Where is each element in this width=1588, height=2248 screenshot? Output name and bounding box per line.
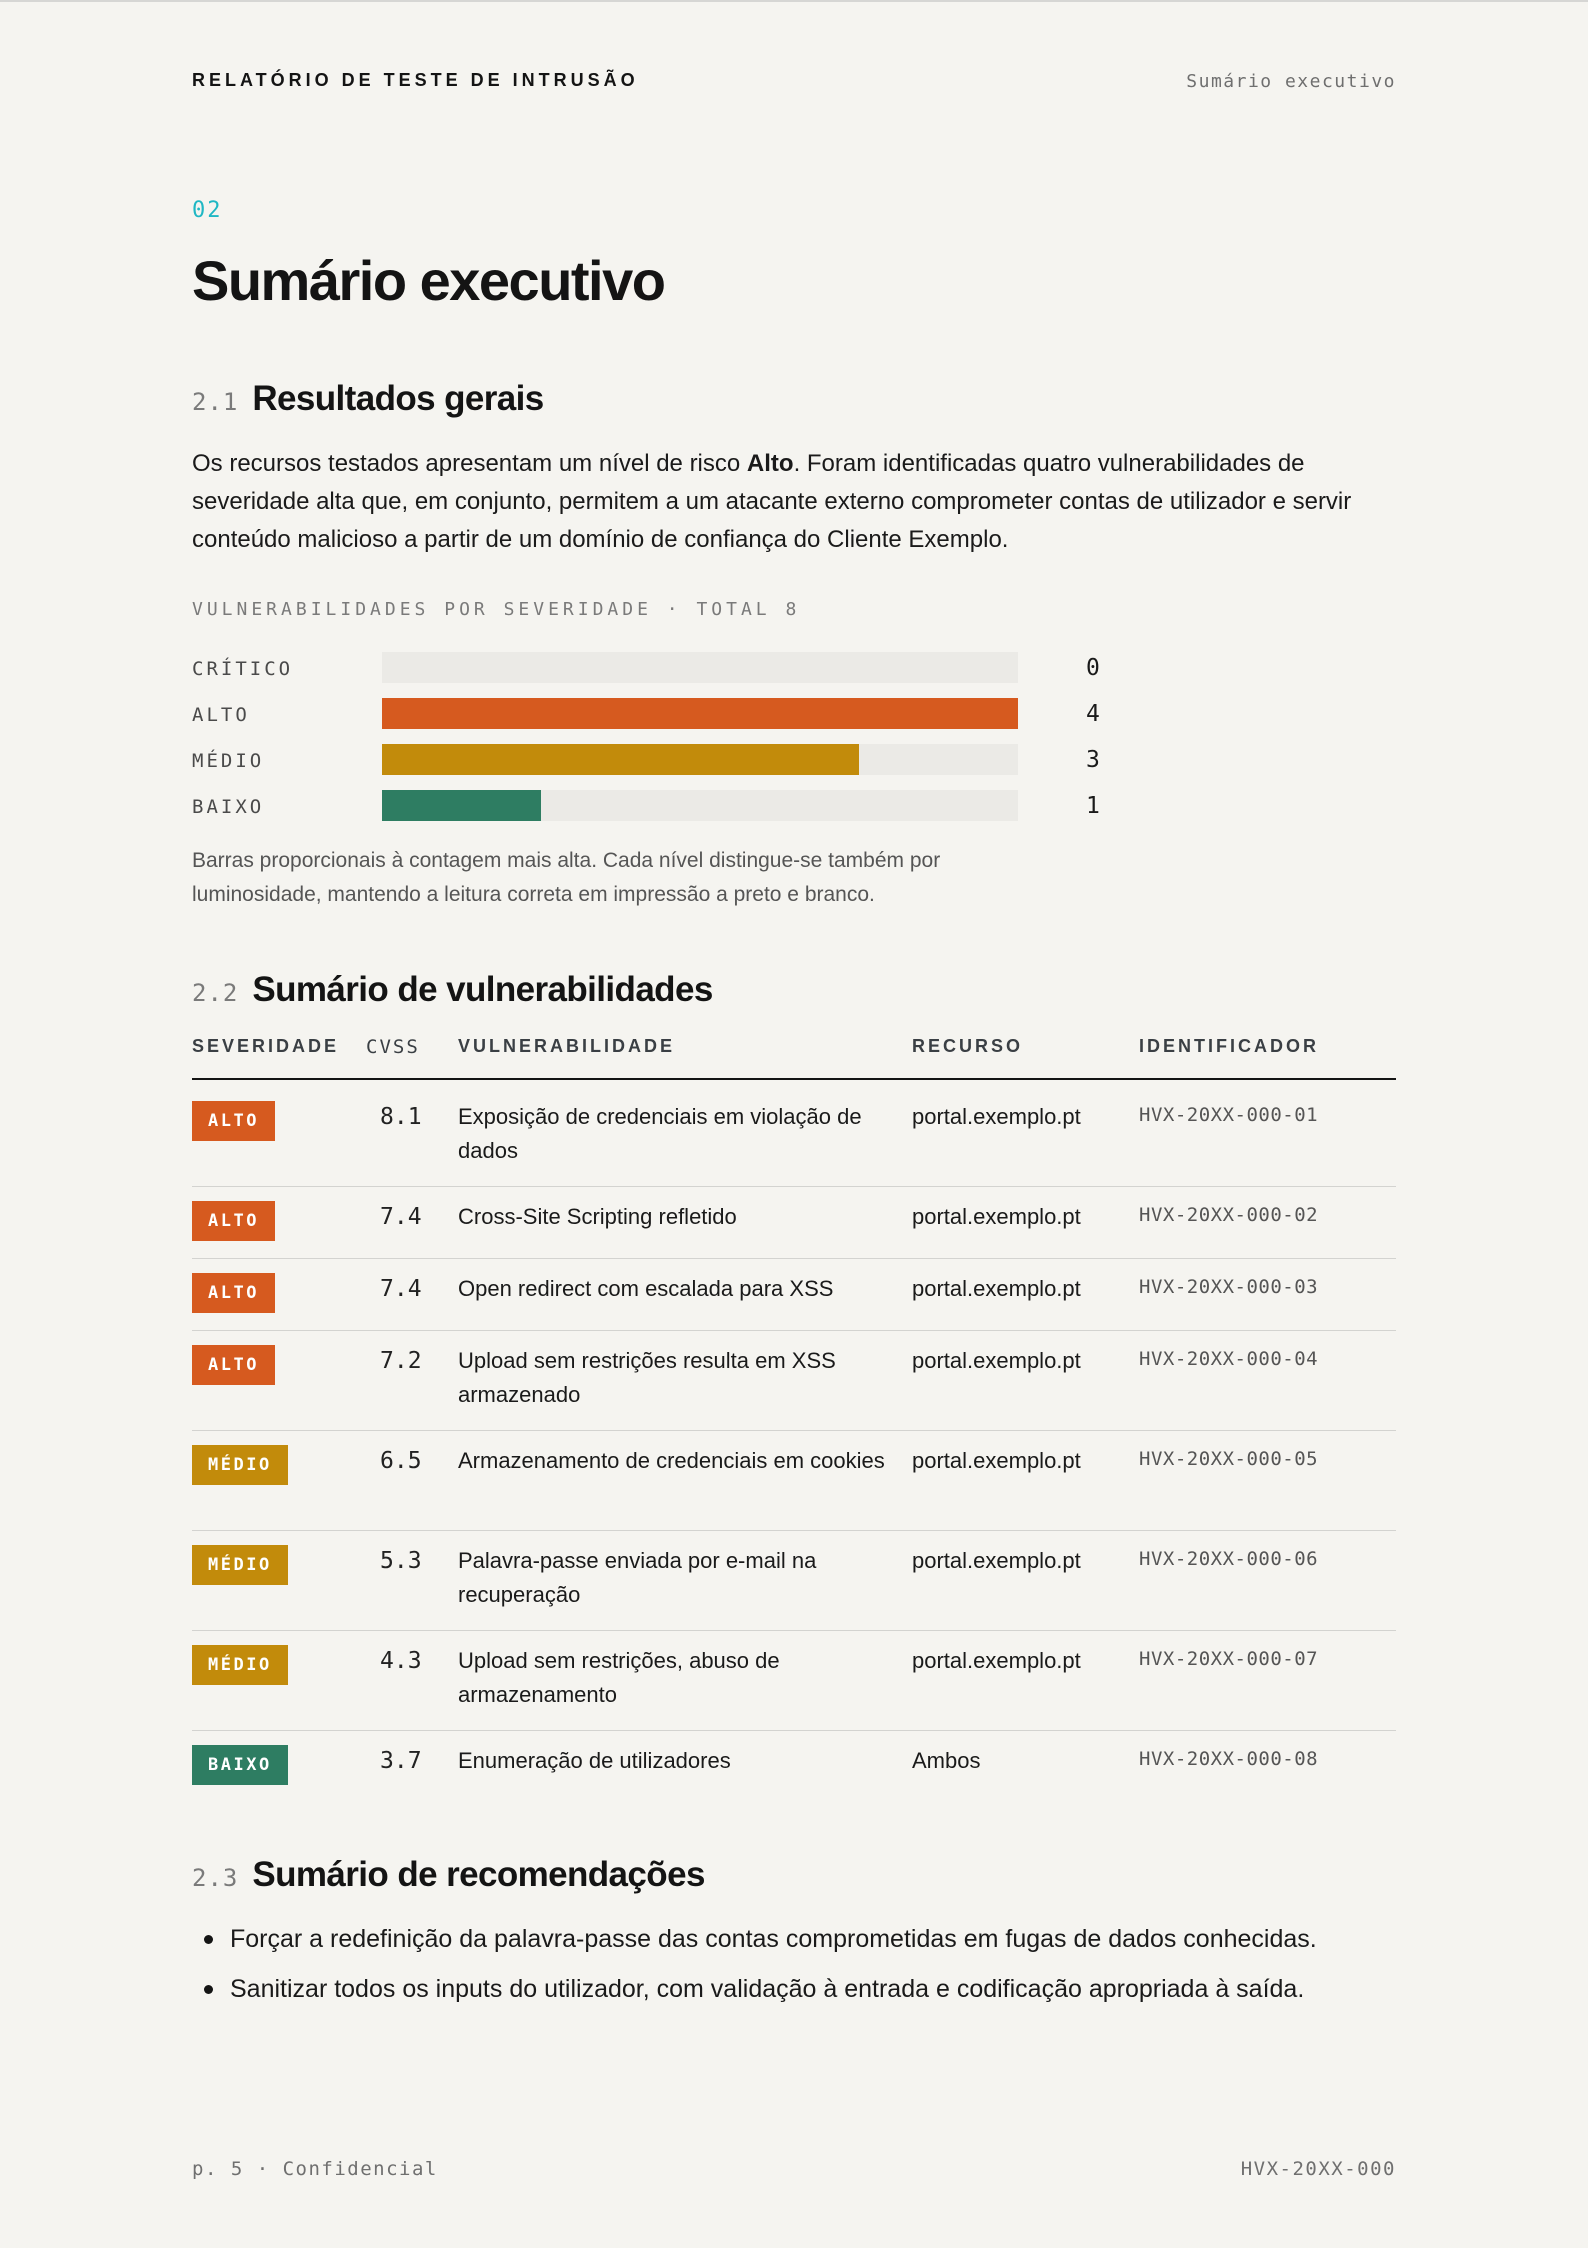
table-row <box>192 1086 1396 1187</box>
list-item <box>192 1914 1402 1964</box>
report-title: RELATÓRIO DE TESTE DE INTRUSÃO <box>192 70 639 90</box>
section-heading-recommendations <box>192 1853 705 1900</box>
report-page <box>192 2 1396 2248</box>
vulnerability-name: Upload sem restrições, abuso de armazenamento <box>458 1648 780 1707</box>
resource-name: portal.exemplo.pt <box>912 1448 1081 1473</box>
vulnerability-id: HVX-20XX-000-01 <box>1139 1104 1319 1126</box>
bar <box>382 698 1018 729</box>
severity-badge: ALTO <box>192 1201 275 1241</box>
bar-row <box>192 744 1152 776</box>
resource-name: portal.exemplo.pt <box>912 1348 1081 1373</box>
footer-document-id: HVX-20XX-000 <box>1240 2158 1396 2180</box>
bar-row <box>192 790 1152 822</box>
vulnerability-id: HVX-20XX-000-06 <box>1139 1548 1319 1570</box>
intro-text-continued: . Foram identificadas quatro vulnerabilidades de severidade alta que, em conjunto, permitem a um atacante externo comprometer contas de utilizador e servir conteúdo malicioso a partir de um domínio de confiança do Cliente Exemplo. <box>192 450 1352 553</box>
list-item <box>192 1964 1402 2014</box>
vulnerability-id: HVX-20XX-000-03 <box>1139 1276 1319 1298</box>
section-title: Sumário de vulnerabilidades <box>252 970 713 1009</box>
cvss-score: 7.4 <box>380 1276 422 1302</box>
vulnerability-id: HVX-20XX-000-05 <box>1139 1448 1319 1470</box>
header-rule <box>192 1078 1396 1080</box>
vulnerability-id: HVX-20XX-000-04 <box>1139 1348 1319 1370</box>
section-number: 2.2 <box>192 979 239 1007</box>
footer-page-label: p. 5 · Confidencial <box>192 2158 438 2180</box>
running-header <box>192 68 1396 98</box>
severity-badge: ALTO <box>192 1345 275 1385</box>
bar-value-label: 1 <box>1086 793 1100 819</box>
running-section-label: Sumário executivo <box>1186 71 1396 92</box>
severity-badge: ALTO <box>192 1273 275 1313</box>
bar-track <box>382 744 1018 775</box>
cvss-score: 3.7 <box>380 1748 422 1774</box>
chart-title: VULNERABILIDADES POR SEVERIDADE · TOTAL 8 <box>192 599 801 620</box>
column-header-cvss: CVSS <box>366 1036 420 1058</box>
bar <box>382 744 859 775</box>
vulnerability-name: Exposição de credenciais em violação de dados <box>458 1104 862 1163</box>
vulnerability-name: Open redirect com escalada para XSS <box>458 1276 834 1301</box>
risk-level: Alto <box>746 450 794 477</box>
vulnerability-id: HVX-20XX-000-02 <box>1139 1204 1319 1226</box>
table-row <box>192 1258 1396 1331</box>
severity-badge: MÉDIO <box>192 1445 288 1485</box>
section-heading-results <box>192 377 544 424</box>
severity-badge: MÉDIO <box>192 1645 288 1685</box>
bar-track <box>382 698 1018 729</box>
bullet-icon <box>204 1935 213 1944</box>
resource-name: portal.exemplo.pt <box>912 1204 1081 1229</box>
section-number: 2.3 <box>192 1864 239 1892</box>
cvss-score: 7.4 <box>380 1204 422 1230</box>
bar-value-label: 4 <box>1086 701 1100 727</box>
chapter-number: 02 <box>192 198 223 223</box>
resource-name: Ambos <box>912 1748 981 1773</box>
bar-label: CRÍTICO <box>192 658 294 680</box>
table-row <box>192 1630 1396 1731</box>
bar <box>382 790 541 821</box>
cvss-score: 6.5 <box>380 1448 422 1474</box>
section-heading-vulnerabilities <box>192 968 713 1015</box>
cvss-score: 4.3 <box>380 1648 422 1674</box>
column-header-resource: RECURSO <box>912 1036 1024 1056</box>
section-number: 2.1 <box>192 388 239 416</box>
table-row <box>192 1186 1396 1259</box>
bar-row <box>192 698 1152 730</box>
column-header-vulnerability: VULNERABILIDADE <box>458 1036 676 1056</box>
resource-name: portal.exemplo.pt <box>912 1548 1081 1573</box>
page-title: Sumário executivo <box>192 249 665 312</box>
bar-track <box>382 790 1018 821</box>
severity-badge: ALTO <box>192 1101 275 1141</box>
recommendations-list <box>192 1914 1402 2014</box>
vulnerability-name: Cross-Site Scripting refletido <box>458 1204 737 1229</box>
table-row <box>192 1530 1396 1631</box>
section-title: Resultados gerais <box>252 379 544 418</box>
resource-name: portal.exemplo.pt <box>912 1104 1081 1129</box>
section-title: Sumário de recomendações <box>252 1855 705 1894</box>
vulnerability-id: HVX-20XX-000-07 <box>1139 1648 1319 1670</box>
bar-value-label: 0 <box>1086 655 1100 681</box>
bar-label: BAIXO <box>192 796 265 818</box>
severity-badge: BAIXO <box>192 1745 288 1785</box>
vulnerability-name: Palavra-passe enviada por e-mail na recuperação <box>458 1548 817 1607</box>
cvss-score: 7.2 <box>380 1348 422 1374</box>
cvss-score: 5.3 <box>380 1548 422 1574</box>
bullet-icon <box>204 1985 213 1994</box>
vulnerability-name: Armazenamento de credenciais em cookies <box>458 1448 885 1473</box>
severity-badge: MÉDIO <box>192 1545 288 1585</box>
table-row <box>192 1430 1396 1531</box>
results-intro <box>192 445 1352 559</box>
column-header-identifier: IDENTIFICADOR <box>1139 1036 1319 1056</box>
bar-value-label: 3 <box>1086 747 1100 773</box>
bar-row <box>192 652 1152 684</box>
bar-label: MÉDIO <box>192 750 265 772</box>
chart-note: Barras proporcionais à contagem mais alta. Cada nível distingue-se também por luminosidade, mantendo a leitura correta em impressão a preto e branco. <box>192 849 941 906</box>
cvss-score: 8.1 <box>380 1104 422 1130</box>
table-row <box>192 1730 1396 1810</box>
recommendation-text: Forçar a redefinição da palavra-passe das contas comprometidas em fugas de dados conhecidas. <box>230 1925 1317 1953</box>
resource-name: portal.exemplo.pt <box>912 1648 1081 1673</box>
bar-track <box>382 652 1018 683</box>
vulnerability-name: Upload sem restrições resulta em XSS armazenado <box>458 1348 836 1407</box>
recommendation-text: Sanitizar todos os inputs do utilizador, com validação à entrada e codificação apropriada à saída. <box>230 1975 1305 2003</box>
vulnerability-name: Enumeração de utilizadores <box>458 1748 731 1773</box>
column-header-severity: SEVERIDADE <box>192 1036 340 1056</box>
bar-label: ALTO <box>192 704 250 726</box>
table-row <box>192 1330 1396 1431</box>
vulnerability-id: HVX-20XX-000-08 <box>1139 1748 1319 1770</box>
resource-name: portal.exemplo.pt <box>912 1276 1081 1301</box>
intro-text: Os recursos testados apresentam um nível de risco <box>192 450 747 477</box>
